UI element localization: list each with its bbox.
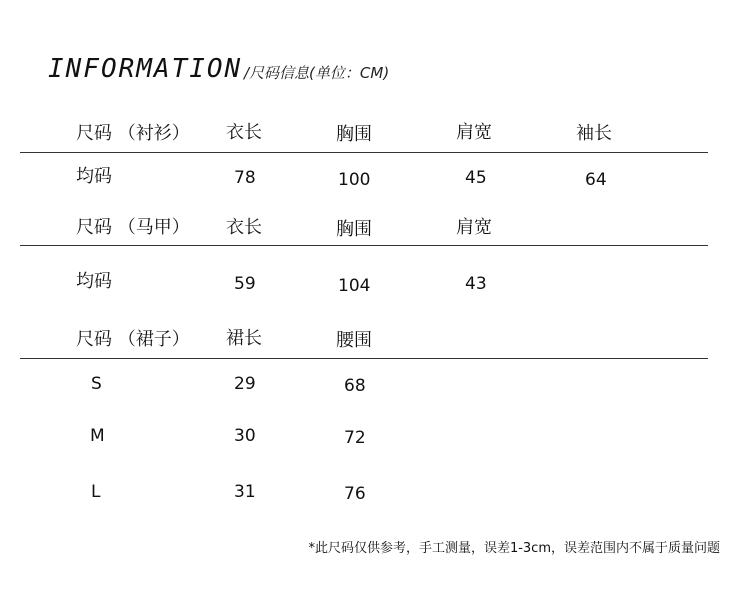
skirt-header-length: 裙长 xyxy=(226,328,262,349)
vest-chest-value: 104 xyxy=(338,276,371,296)
vest-size-value: 均码 xyxy=(76,271,112,292)
shirt-header-size: 尺码 （衬衫） xyxy=(76,123,190,144)
measurement-footnote: *此尺码仅供参考，手工测量，误差1-3cm，误差范围内不属于质量问题 xyxy=(308,541,720,556)
skirt-row-waist: 72 xyxy=(344,428,366,448)
skirt-row-waist: 68 xyxy=(344,376,366,396)
page-subtitle: /尺码信息(单位：CM) xyxy=(244,64,390,82)
skirt-row-size: L xyxy=(91,482,101,502)
vest-shoulder-value: 43 xyxy=(465,274,487,294)
skirt-row-length: 29 xyxy=(234,374,256,394)
skirt-row-length: 30 xyxy=(234,426,256,446)
skirt-row-waist: 76 xyxy=(344,484,366,504)
vest-header-chest: 胸围 xyxy=(336,219,372,240)
page-title: INFORMATION xyxy=(48,54,243,84)
vest-header-shoulder: 肩宽 xyxy=(456,217,492,238)
skirt-header-waist: 腰围 xyxy=(336,330,372,351)
skirt-row-size: S xyxy=(91,374,102,394)
skirt-divider xyxy=(20,358,708,359)
shirt-header-sleeve: 袖长 xyxy=(576,123,612,144)
vest-length-value: 59 xyxy=(234,274,256,294)
skirt-header-size: 尺码 （裙子） xyxy=(76,329,190,350)
shirt-header-shoulder: 肩宽 xyxy=(456,122,492,143)
skirt-row-size: M xyxy=(90,426,105,446)
vest-header-size: 尺码 （马甲） xyxy=(76,217,190,238)
shirt-sleeve-value: 64 xyxy=(585,170,607,190)
shirt-header-length: 衣长 xyxy=(226,122,262,143)
shirt-divider xyxy=(20,152,708,153)
vest-divider xyxy=(20,245,708,246)
shirt-header-chest: 胸围 xyxy=(336,124,372,145)
skirt-row-length: 31 xyxy=(234,482,256,502)
vest-header-length: 衣长 xyxy=(226,217,262,238)
shirt-chest-value: 100 xyxy=(338,170,371,190)
shirt-length-value: 78 xyxy=(234,168,256,188)
shirt-shoulder-value: 45 xyxy=(465,168,487,188)
shirt-size-value: 均码 xyxy=(76,166,112,187)
